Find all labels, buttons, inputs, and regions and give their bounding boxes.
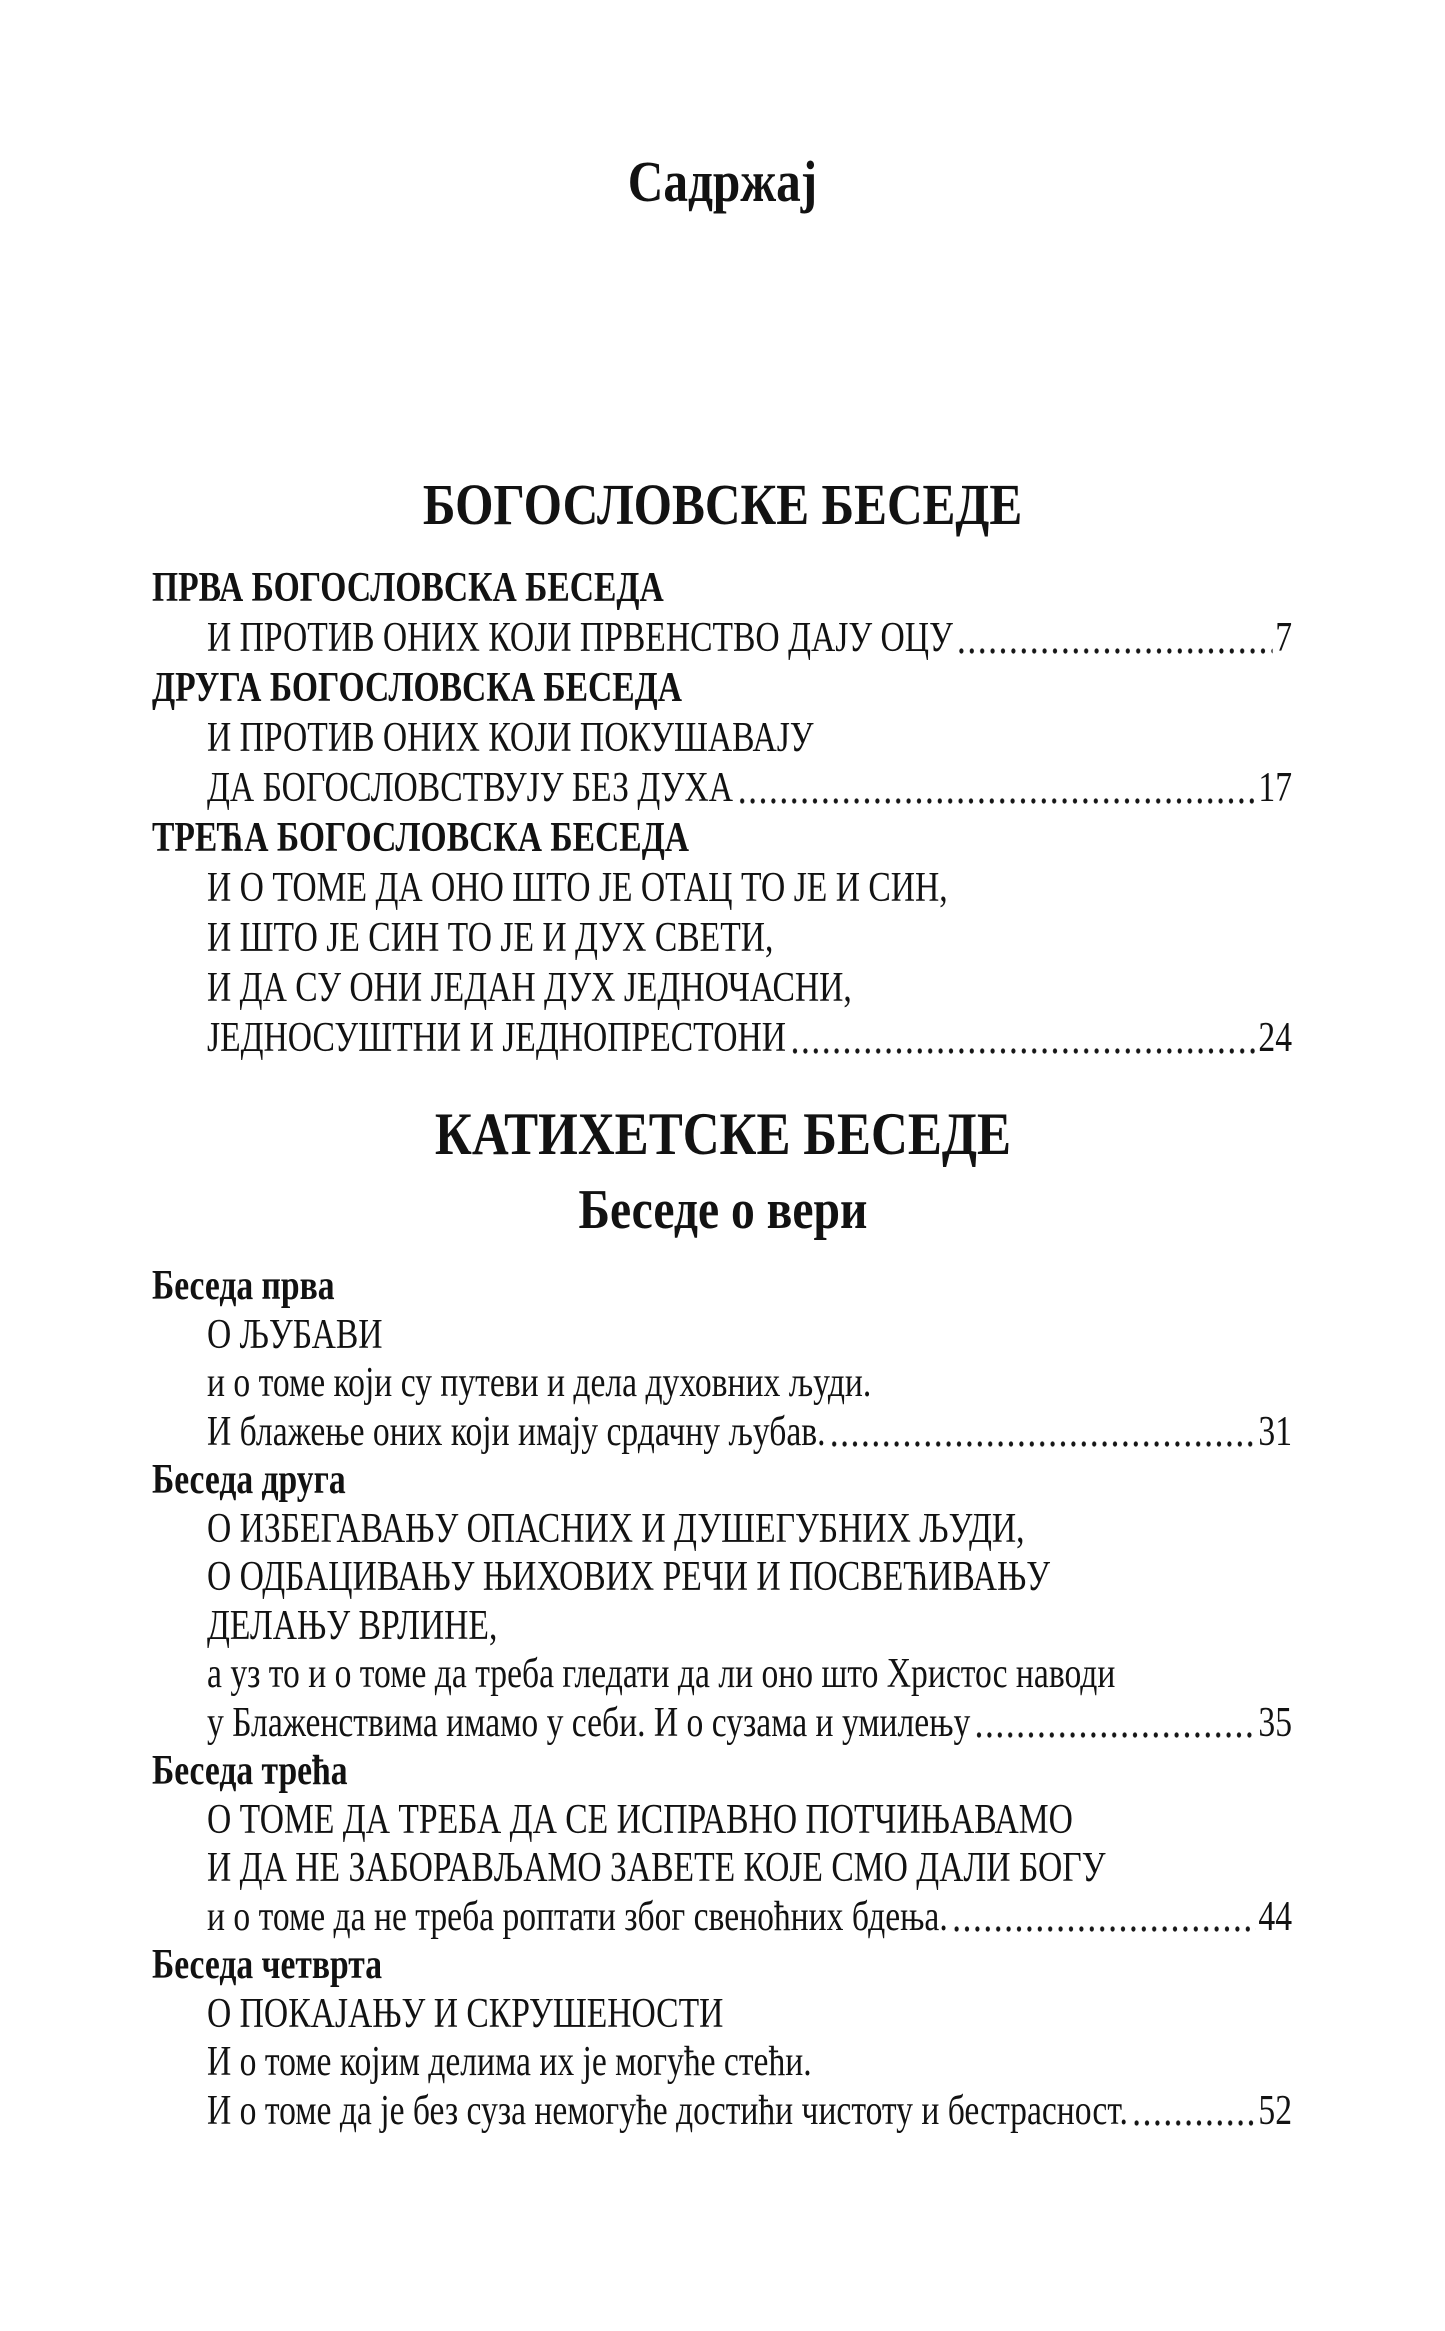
toc-entry-content <box>152 813 689 863</box>
toc-entry-line <box>152 2038 1292 2087</box>
toc-entry-line <box>152 1359 1292 1408</box>
toc-entry-text: ДРУГА БОГОСЛОВСКА БЕСЕДА <box>152 665 683 711</box>
toc-entry-content <box>207 763 1292 813</box>
toc-entry-text: О ПОКАЈАЊУ И СКРУШЕНОСТИ <box>207 1990 724 2037</box>
dot-leader <box>832 1441 1256 1447</box>
toc-entry-heading <box>152 1747 1292 1796</box>
toc-entry-content <box>207 1408 1292 1457</box>
page-title-text: Садржај <box>627 149 818 214</box>
toc-entry-content <box>207 913 773 963</box>
toc-entry-text: О ОДБАЦИВАЊУ ЊИХОВИХ РЕЧИ И ПОСВЕЋИВАЊУ <box>207 1554 1051 1600</box>
toc-entry-content <box>207 1844 1106 1893</box>
toc-entry-content <box>207 1893 1292 1942</box>
toc-entry-text: И ДА НЕ ЗАБОРАВЉАМО ЗАВЕТЕ КОЈЕ СМО ДАЛИ БОГУ <box>207 1845 1106 1891</box>
toc-entry-text: Беседа четврта <box>152 1942 382 1988</box>
toc-entry-heading <box>152 1262 1292 1311</box>
page-number: 31 <box>1258 1408 1292 1455</box>
toc-entry-content <box>207 1311 383 1360</box>
toc-entry-line <box>152 1602 1292 1651</box>
section-subheading-text: Беседе о вери <box>578 1179 867 1241</box>
toc-entry-text: и о томе који су путеви и дела духовних људи. <box>207 1360 872 1406</box>
toc-entry-text: ЈЕДНОСУШТНИ И ЈЕДНОПРЕСТОНИ <box>207 1015 787 1061</box>
toc-list <box>152 563 1292 1063</box>
toc-entry-content <box>207 1796 1073 1845</box>
toc-entry-line <box>152 1650 1292 1699</box>
toc-entry-line <box>152 1505 1292 1554</box>
toc-entry-line <box>152 1408 1292 1457</box>
toc-entry-content <box>152 1747 348 1796</box>
toc-entry-line <box>152 863 1292 913</box>
page-number: 24 <box>1258 1015 1292 1061</box>
toc-entry-content <box>207 613 1292 663</box>
toc-entry-content <box>207 1359 871 1408</box>
toc-entry-line <box>152 1844 1292 1893</box>
toc-entry-line <box>152 2087 1292 2136</box>
toc-entry-text: О ЉУБАВИ <box>207 1311 383 1358</box>
toc-entry-content <box>152 563 664 613</box>
toc-list <box>152 1262 1292 2135</box>
toc-entry-line <box>152 1796 1292 1845</box>
toc-entry-text: Беседа трећа <box>152 1748 348 1794</box>
toc-entry-line <box>152 1699 1292 1748</box>
page-title <box>0 149 1445 214</box>
toc-entry-line <box>152 613 1292 663</box>
toc-entry-text: Беседа прва <box>152 1263 335 1309</box>
toc-entry-line <box>152 1553 1292 1602</box>
dot-leader <box>792 1048 1256 1054</box>
dot-leader <box>954 1926 1256 1932</box>
toc-entry-content <box>207 1553 1050 1602</box>
toc-entry-text: И О ТОМЕ ДА ОНО ШТО ЈЕ ОТАЦ ТО ЈЕ И СИН, <box>207 865 948 911</box>
toc-entry-text: у Блаженствима имамо у себи. И о сузама и умилењу <box>207 1699 971 1746</box>
toc-entry-text: И о томе да је без суза немогуће достићи чистоту и бестрасност. <box>207 2087 1128 2134</box>
toc-entry-content <box>207 1699 1292 1748</box>
toc-entry-heading <box>152 1456 1292 1505</box>
toc-entry-content <box>207 2038 812 2087</box>
toc-entry-line <box>152 713 1292 763</box>
toc-entry-text: И блажење оних који имају срдачну љубав. <box>207 1408 826 1455</box>
toc-entry-text: Беседа друга <box>152 1457 346 1503</box>
toc-entry-content <box>152 1941 382 1990</box>
toc-entry-line <box>152 1311 1292 1360</box>
toc-entry-content <box>152 1262 335 1311</box>
toc-entry-heading <box>152 563 1292 613</box>
toc-entry-content <box>207 1505 1025 1554</box>
toc-entry-line <box>152 1990 1292 2039</box>
toc-entry-content <box>152 663 682 713</box>
toc-entry-line <box>152 913 1292 963</box>
toc-entry-content <box>207 2087 1292 2136</box>
toc-entry-line <box>152 763 1292 813</box>
toc-entry-text: ДА БОГОСЛОВСТВУЈУ БЕЗ ДУХА <box>207 765 734 811</box>
toc-entry-text: И ДА СУ ОНИ ЈЕДАН ДУХ ЈЕДНОЧАСНИ, <box>207 965 852 1011</box>
toc-entry-text: И о томе којим делима их је могуће стећи. <box>207 2039 812 2085</box>
toc-entry-text: И ПРОТИВ ОНИХ КОЈИ ПРВЕНСТВО ДАЈУ ОЦУ <box>207 615 953 661</box>
page-number: 52 <box>1258 2087 1292 2134</box>
page-number: 17 <box>1258 765 1292 811</box>
toc-entry-text: а уз то и о томе да треба гледати да ли оно што Христос наводи <box>207 1651 1116 1697</box>
section-heading-text: БОГОСЛОВСКЕ БЕСЕДЕ <box>422 472 1023 537</box>
toc-entry-heading <box>152 813 1292 863</box>
toc-entry-text: И ПРОТИВ ОНИХ КОЈИ ПОКУШАВАЈУ <box>207 715 814 761</box>
section-heading <box>0 1101 1445 1167</box>
toc-entry-content <box>207 1990 723 2039</box>
toc-entry-text: И ШТО ЈЕ СИН ТО ЈЕ И ДУХ СВЕТИ, <box>207 915 774 961</box>
toc-entry-line <box>152 963 1292 1013</box>
toc-entry-content <box>207 963 852 1013</box>
toc-entry-heading <box>152 1941 1292 1990</box>
toc-entry-line <box>152 1893 1292 1942</box>
dot-leader <box>739 798 1256 804</box>
page-number: 35 <box>1258 1699 1292 1746</box>
section-subheading <box>0 1179 1445 1241</box>
page-number: 7 <box>1275 615 1292 661</box>
toc-entry-text: ТРЕЋА БОГОСЛОВСКА БЕСЕДА <box>152 815 690 861</box>
section-heading-text: КАТИХЕТСКЕ БЕСЕДЕ <box>434 1101 1011 1167</box>
section-heading <box>0 472 1445 537</box>
toc-entry-text: и о томе да не треба роптати због свеноћних бдења. <box>207 1893 948 1940</box>
toc-entry-content <box>152 1456 346 1505</box>
toc-entry-line <box>152 1013 1292 1063</box>
toc-entry-content <box>207 863 948 913</box>
toc-entry-text: О ИЗБЕГАВАЊУ ОПАСНИХ И ДУШЕГУБНИХ ЉУДИ, <box>207 1505 1025 1552</box>
toc-entry-heading <box>152 663 1292 713</box>
page-number: 44 <box>1258 1893 1292 1940</box>
dot-leader <box>1134 2120 1256 2126</box>
toc-entry-text: ДЕЛАЊУ ВРЛИНЕ, <box>207 1602 498 1649</box>
dot-leader <box>959 648 1273 654</box>
toc-entry-content <box>207 1602 497 1651</box>
toc-entry-content <box>207 713 814 763</box>
toc-entry-content <box>207 1013 1292 1063</box>
toc-entry-text: ПРВА БОГОСЛОВСКА БЕСЕДА <box>152 565 664 611</box>
toc-entry-content <box>207 1650 1115 1699</box>
dot-leader <box>977 1732 1256 1738</box>
toc-entry-text: О ТОМЕ ДА ТРЕБА ДА СЕ ИСПРАВНО ПОТЧИЊАВАМО <box>207 1796 1073 1843</box>
